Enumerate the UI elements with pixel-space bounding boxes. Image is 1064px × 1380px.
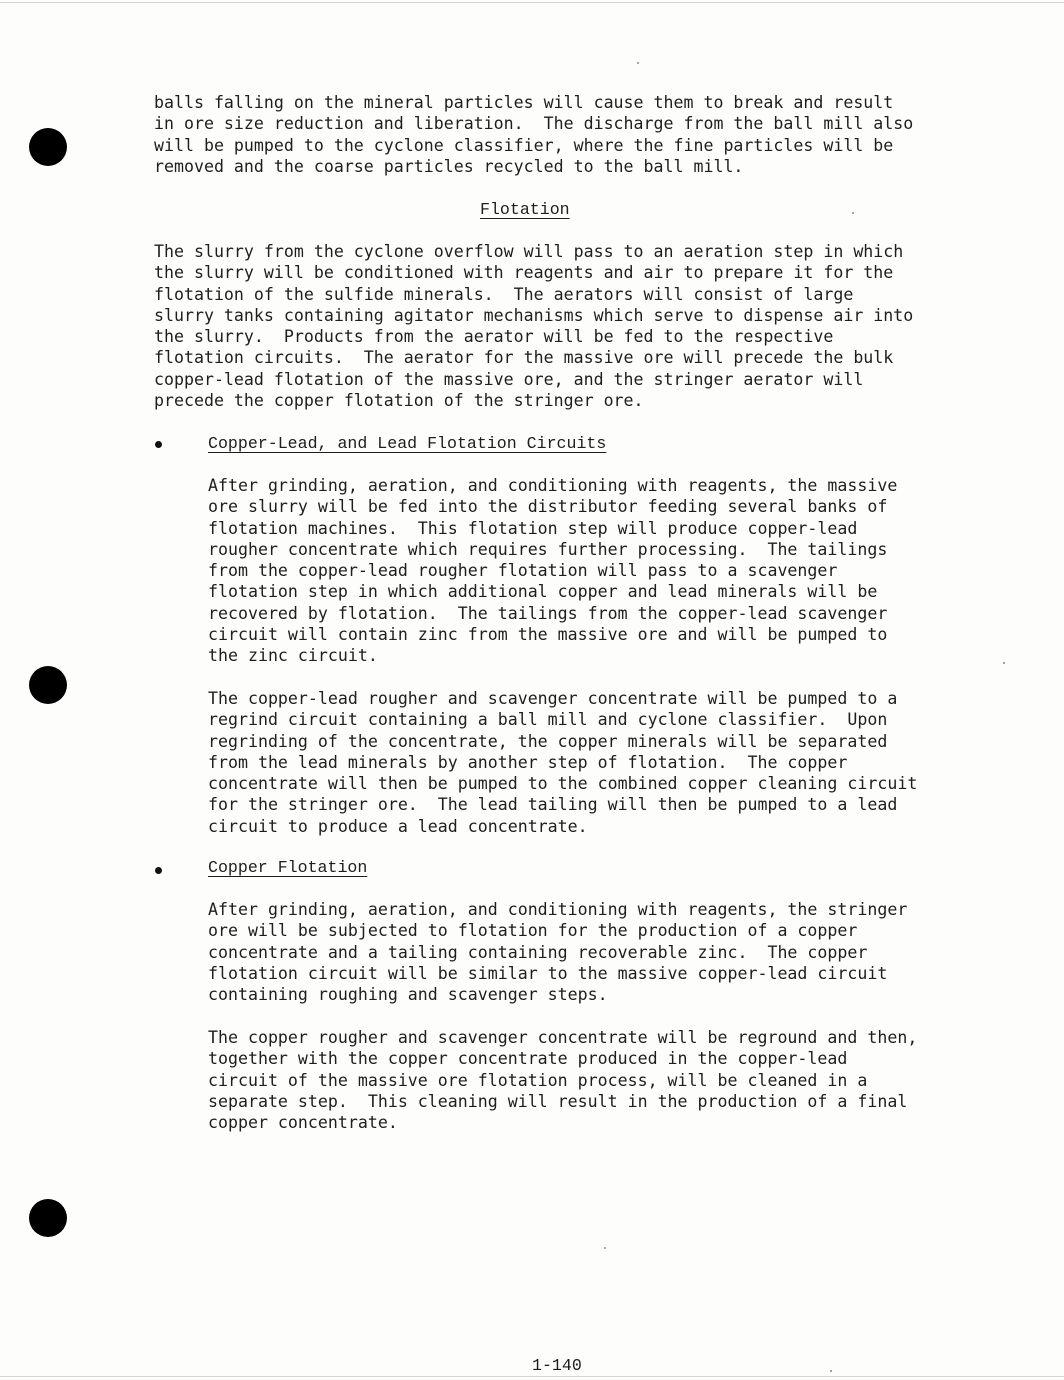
punch-hole-top bbox=[29, 128, 67, 166]
bullet-point bbox=[155, 441, 162, 448]
punch-hole-middle bbox=[29, 666, 67, 704]
punch-hole-bottom bbox=[29, 1199, 67, 1237]
bullet1-heading: Copper-Lead, and Lead Flotation Circuits bbox=[208, 434, 607, 453]
bullet2-paragraph-2: The copper rougher and scavenger concentrate will be reground and then, together with the copper concentrate produced in the copper-lead circuit of the massive ore flotation process, will be cleaned in a separate step. This cleaning will result in the production of a final copper concentrate. bbox=[208, 1028, 918, 1133]
bullet-point bbox=[155, 867, 162, 874]
section-title: Flotation bbox=[480, 200, 570, 219]
scan-speck bbox=[604, 1247, 606, 1249]
intro-paragraph: balls falling on the mineral particles will cause them to break and result in ore size reduction and liberation. The discharge from the ball mill also will be pumped to the cyclone classifier, where the fine particles will be removed and the coarse particles recycled to the ball mill. bbox=[154, 93, 914, 176]
scan-speck bbox=[1003, 662, 1005, 664]
bullet2-heading: Copper Flotation bbox=[208, 858, 368, 877]
scan-speck bbox=[637, 62, 639, 64]
flotation-paragraph: The slurry from the cyclone overflow will pass to an aeration step in which the slurry will be conditioned with reagents and air to prepare it for the flotation of the sulfide minerals. The aerators will consist of large slurry tanks containing agitator mechanisms which serve to dispense air into the slurry. Products from the aerator will be fed to the respective flotation circuits. The aerator for the massive ore will precede the bulk copper-lead flotation of the massive ore, and the stringer aerator will precede the copper flotation of the stringer ore. bbox=[154, 242, 914, 411]
scan-speck bbox=[852, 212, 854, 214]
page-number: 1-140 bbox=[532, 1356, 582, 1375]
scan-top-edge bbox=[0, 2, 1064, 3]
bullet1-paragraph-1: After grinding, aeration, and conditioning with reagents, the massive ore slurry will be fed into the distributor feeding several banks of flotation machines. This flotation step will produce copper-lead rougher concentrate which requires further processing. The tailings from the copper-lead rougher flotation will pass to a scavenger flotation step in which additional copper and lead minerals will be recovered by flotation. The tailings from the copper-lead scavenger circuit will contain zinc from the massive ore and will be pumped to the zinc circuit. bbox=[208, 476, 898, 666]
scan-speck bbox=[830, 1370, 832, 1372]
bullet2-paragraph-1: After grinding, aeration, and conditioning with reagents, the stringer ore will be subjected to flotation for the production of a copper concentrate and a tailing containing recoverable zinc. The copper flotation circuit will be similar to the massive copper-lead circuit containing roughing and scavenger steps. bbox=[208, 900, 908, 1005]
bullet1-paragraph-2: The copper-lead rougher and scavenger concentrate will be pumped to a regrind circuit containing a ball mill and cyclone classifier. Upon regrinding of the concentrate, the copper minerals will be separated from the lead minerals by another step of flotation. The copper concentrate will then be pumped to the combined copper cleaning circuit for the stringer ore. The lead tailing will then be pumped to a lead circuit to produce a lead concentrate. bbox=[208, 689, 918, 836]
